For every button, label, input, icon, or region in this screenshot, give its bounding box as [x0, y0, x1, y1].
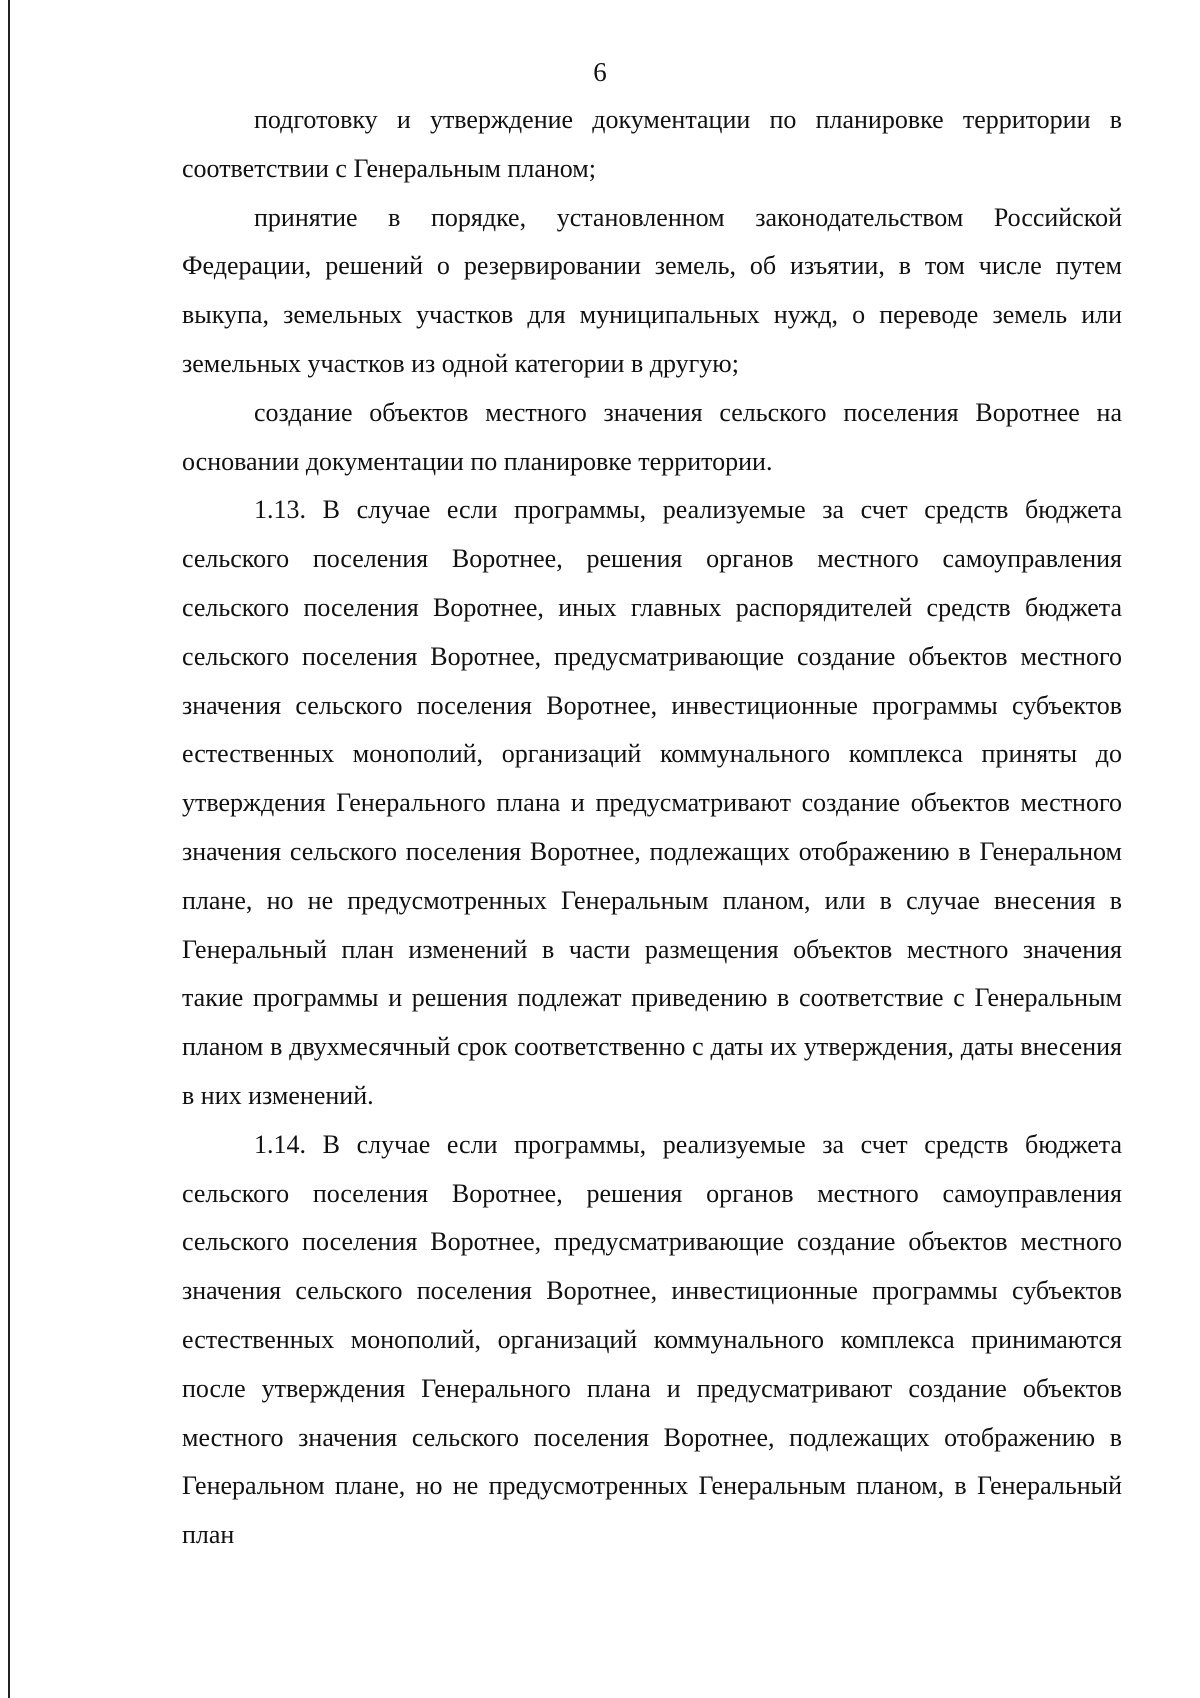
paragraph-planning-documentation: подготовку и утверждение документации по планировке территории в соответствии с Генеральным планом; — [182, 105, 1122, 183]
paragraph-clause-1-13: 1.13. В случае если программы, реализуемые за счет средств бюджета сельского поселения Воротнее, решения органов местного самоуправления сельского поселения Воротнее, иных главных распорядителей средств бюджета сельского поселения Воротнее, предусматривающие создание объектов местного значения сельского поселения Воротнее, инвестиционные программы субъектов естественных монополий, организаций коммунального комплекса приняты до утверждения Генерального плана и предусматривают создание объектов местного значения сельского поселения Воротнее, подлежащих отображению в Генеральном плане, но не предусмотренных Генеральным планом, или в случае внесения в Генеральный план изменений в части размещения объектов местного значения такие программы и решения подлежат приведению в соответствие с Генеральным планом в двухмесячный срок соответственно с даты их утверждения, даты внесения в них изменений. — [182, 495, 1122, 1110]
paragraph-object-creation: создание объектов местного значения сельского поселения Воротнее на основании документации по планировке территории. — [182, 397, 1122, 476]
document-body — [182, 96, 1122, 1560]
left-margin-rule — [8, 0, 10, 1698]
page-number: 6 — [593, 57, 607, 87]
paragraph-clause-1-14: 1.14. В случае если программы, реализуемые за счет средств бюджета сельского поселения Воротнее, решения органов местного самоуправления сельского поселения Воротнее, предусматривающие создание объектов местного значения сельского поселения Воротнее, инвестиционные программы субъектов естественных монополий, организаций коммунального комплекса принимаются после утверждения Генерального плана и предусматривают создание объектов местного значения сельского поселения Воротнее, подлежащих отображению в Генеральном плане, но не предусмотренных Генеральным планом, в Генеральный план — [182, 1129, 1122, 1550]
paragraph-land-reservation: принятие в порядке, установленном законодательством Российской Федерации, решений о резервировании земель, об изъятии, в том числе путем выкупа, земельных участков для муниципальных нужд, о переводе земель или земельных участков из одной категории в другую; — [182, 202, 1122, 378]
